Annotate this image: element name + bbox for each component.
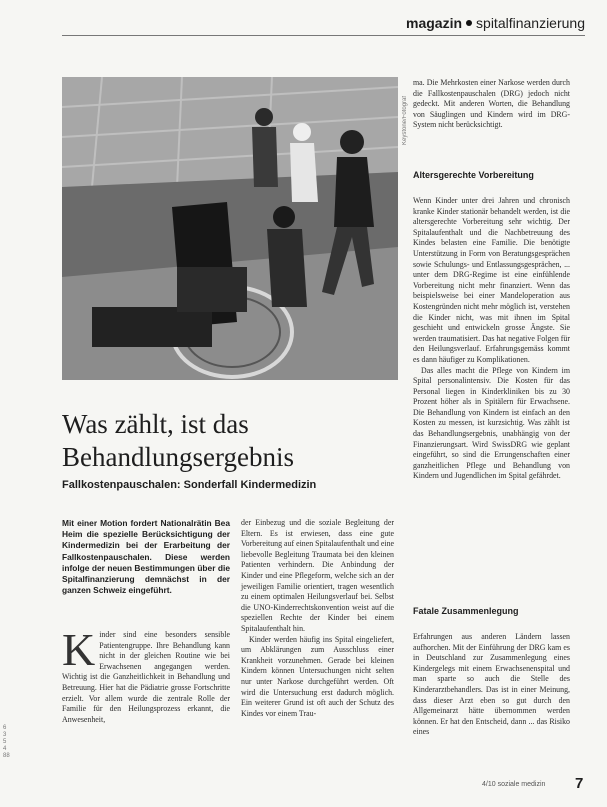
section-label: spitalfinanzierung xyxy=(476,15,585,31)
drop-cap: K xyxy=(62,624,96,675)
column-3-paragraph-3: Das alles macht die Pflege von Kindern im Spital personalintensiv. Die Kosten für das Personal liegen in Kinderkliniken bis zu 30 Prozent höher als in Spitälern für Erwachsene. Die Behandlung von Kindern ist einfach an den Kosten zu messen, ist kurzsichtig. Was zählt ist das Behandlungsergebnis, unabhängig von der Finanzierungsart. Wird SwissDRG wie geplant eingeführt, so sind die Errungenschaften einer ganzheitlichen Pflege und Behandlung von Kindern und Jugendlichen im Spital gefährdet. xyxy=(413,365,570,481)
column-1-text: inder sind eine besonders sensible Patientengruppe. Ihre Behandlung kann nicht in der gleichen Routine wie bei Erwachsenen angegangen werden. Wichtig ist die Ganzheitlichkeit in Behandlung und Betreuung. Hier hat die Pädiatrie grosse Fortschritte erzielt. Vor allem wurde die zentrale Rolle der Familie für den Heilungsprozess erkannt, die Anwesenheit, xyxy=(62,630,230,724)
article-column-2 xyxy=(241,518,394,719)
subheading-fatale-zusammenlegung: Fatale Zusammenlegung xyxy=(413,606,519,616)
column-3-paragraph-1: ma. Die Mehrkosten einer Narkose werden durch die Fallkostenpauschalen (DRG) jedoch nicht gedeckt. Mit anderen Worten, die Behandlung von Säuglingen und Kindern wird im DRG-System nicht berücksichtigt. xyxy=(413,78,570,130)
margin-code: 6 3 5 4 88 xyxy=(3,725,10,759)
article-column-3-bottom xyxy=(413,632,570,738)
article-title: Was zählt, ist das Behandlungsergebnis xyxy=(62,409,294,472)
column-2-paragraph-2: Kinder werden häufig ins Spital eingeliefert, um Abklärungen zum Ausschluss einer Krankheit vorzunehmen. Gerade bei kleinen Kindern können Untersuchungen nicht selten nur unter Narkose durchgeführt werden. Oft wird die Untersuchung erst dadurch möglich. Ein weiterer Grund ist oft auch der Schutz des Kindes vor einem Trau- xyxy=(241,634,394,718)
magazine-header xyxy=(406,15,585,31)
article-photo xyxy=(62,77,398,380)
header-separator-dot xyxy=(466,20,472,26)
column-3-paragraph-4: Erfahrungen aus anderen Ländern lassen aufhorchen. Mit der Einführung der DRG kam es in Deutschland zur Zusammenlegung eines Kindergelegs mit einem Erwachsenenspital und man sparte so auch die Stelle des Kinderarztbehandlers. Das ist in einer Meinung, dass dieser Arzt eben so gut durch den Allgemeinarzt hätte übernommen werden können. Er hat den Entscheid, dann ... das Risiko eines xyxy=(413,632,570,737)
magazine-label: magazin xyxy=(406,15,463,31)
article-column-3-middle xyxy=(413,196,570,482)
article-column-1 xyxy=(62,624,230,725)
article-column-3-top xyxy=(413,78,570,131)
children-wheelchair-photo xyxy=(62,77,398,380)
photo-credit: Keystone/Fotograf xyxy=(402,95,408,145)
page-number: 7 xyxy=(575,775,584,792)
footer-publication: 4/10 soziale medizin xyxy=(482,781,546,788)
header-rule xyxy=(62,35,585,36)
article-subtitle: Fallkostenpauschalen: Sonderfall Kindermedizin xyxy=(62,479,317,491)
column-2-paragraph-1: der Einbezug und die soziale Begleitung der Eltern. Es ist erwiesen, dass eine gute Vorbereitung auf einen Spitalaufenthalt und eine liebevolle Begleitung Traumata bei den kleinen Patienten verhindern. Die Anbindung der Kinder und eine Pflegeform, welche sich an der jeweiligen Familie orientiert, tragen wesentlich zu einem optimalen Heilungsverlauf bei. Selbst die UNO-Kinderrechtskonvention weist auf die speziellen Rechte der Kinder bei einem Spitalaufenthalt hin. xyxy=(241,518,395,633)
subheading-altersgerechte-vorbereitung: Altersgerechte Vorbereitung xyxy=(413,170,534,180)
column-3-paragraph-2: Wenn Kinder unter drei Jahren und chronisch kranke Kinder stationär behandelt werden, ist die altersgerechte Vorbereitung sehr wichtig. Der Spitalaufenthalt und die Nachbetreuung des Kindes belasten eine Familie. Die benötigte Unterstützung in Form von Beratungsgesprächen sowie Schulungs- und Entlassungsgesprächen, ... unter dem DRG-Regime ist eine einfühlende Vorbereitung nicht mehr finanziert. Wenn das beispielsweise bei einer Mandeloperation aus Kostengründen nicht mehr möglich ist, verstehen die Kinder nicht, was mit ihnen im Spital geschieht und entwickeln grosse Ängste. Sie werden traumatisiert. Das hat negative Folgen für den Heilungsverlauf. Erfahrungsgemäss kommt es dann häufiger zu Komplikationen. xyxy=(413,196,570,364)
article-lead: Mit einer Motion fordert Nationalrätin Bea Heim die spezielle Berücksichtigung der Kindermedizin bei der Erarbeitung der Fallkostenpauschalen. Diese werden infolge der neuen Bestimmungen über die Spitalfinanzierung demnächst in der ganzen Schweiz eingeführt. xyxy=(62,518,230,596)
